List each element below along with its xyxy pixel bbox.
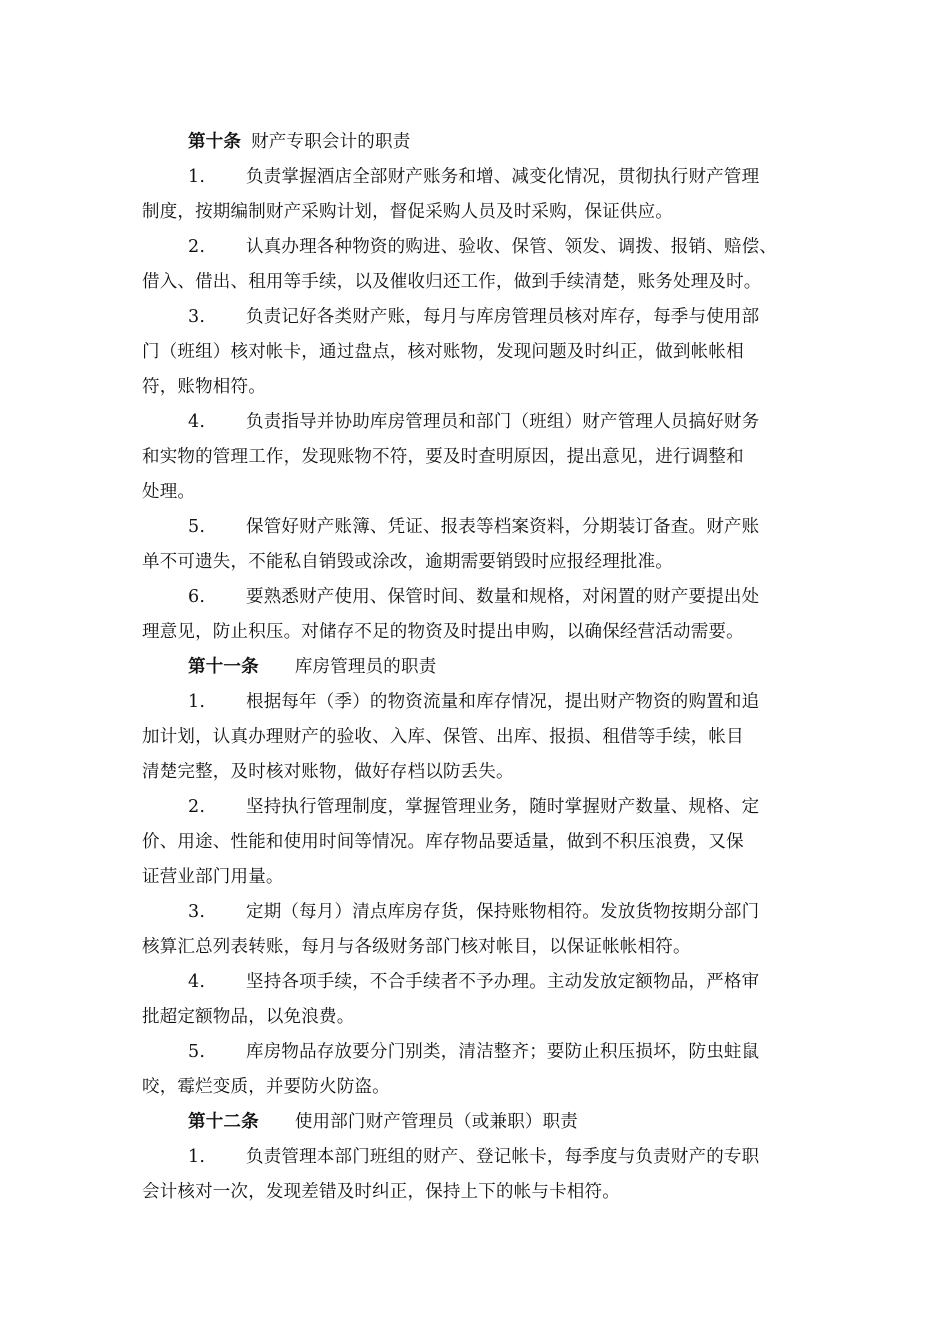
list-item-continuation-line <box>142 755 812 790</box>
list-item-continuation-line <box>142 1070 812 1105</box>
list-item-first-line <box>142 230 812 265</box>
list-item-continuation-line <box>142 440 812 475</box>
item-number: 6. <box>188 587 206 607</box>
list-item-first-line <box>142 1035 812 1070</box>
article-heading <box>142 125 812 160</box>
item-number: 4. <box>188 412 206 432</box>
item-text: 借入、借出、租用等手续，以及催收归还工作，做到手续清楚，账务处理及时。 <box>142 272 762 292</box>
item-text: 保管好财产账簿、凭证、报表等档案资料，分期装订备查。财产账 <box>246 517 760 537</box>
list-item-first-line <box>142 580 812 615</box>
list-item-continuation-line <box>142 475 812 510</box>
item-number: 1. <box>188 167 206 187</box>
item-text: 价、用途、性能和使用时间等情况。库存物品要适量，做到不积压浪费，又保 <box>142 832 744 852</box>
article-title: 财产专职会计的职责 <box>251 132 411 152</box>
list-item-first-line <box>142 685 812 720</box>
item-text: 批超定额物品，以免浪费。 <box>142 1007 355 1027</box>
document-body <box>142 125 812 1210</box>
item-text: 负责记好各类财产账，每月与库房管理员核对库存，每季与使用部 <box>246 307 760 327</box>
list-item-first-line <box>142 1140 812 1175</box>
item-text: 要熟悉财产使用、保管时间、数量和规格，对闲置的财产要提出处 <box>246 587 760 607</box>
item-text: 坚持各项手续，不合手续者不予办理。主动发放定额物品，严格审 <box>246 972 760 992</box>
item-text: 核算汇总列表转账，每月与各级财务部门核对帐目，以保证帐帐相符。 <box>142 937 691 957</box>
item-text: 负责掌握酒店全部财产账务和增、减变化情况，贯彻执行财产管理 <box>246 167 760 187</box>
list-item-continuation-line <box>142 930 812 965</box>
item-text: 制度，按期编制财产采购计划，督促采购人员及时采购，保证供应。 <box>142 202 673 222</box>
item-text: 定期（每月）清点库房存货，保持账物相符。发放货物按期分部门 <box>246 902 760 922</box>
item-text: 证营业部门用量。 <box>142 867 284 887</box>
list-item-first-line <box>142 510 812 545</box>
item-text: 根据每年（季）的物资流量和库存情况，提出财产物资的购置和追 <box>246 692 760 712</box>
item-text: 坚持执行管理制度，掌握管理业务，随时掌握财产数量、规格、定 <box>246 797 760 817</box>
item-text: 会计核对一次，发现差错及时纠正，保持上下的帐与卡相符。 <box>142 1182 620 1202</box>
list-item-continuation-line <box>142 825 812 860</box>
item-text: 咬，霉烂变质，并要防火防盗。 <box>142 1077 390 1097</box>
article-number: 第十条 <box>188 132 242 152</box>
item-text: 处理。 <box>142 482 196 502</box>
list-item-continuation-line <box>142 615 812 650</box>
item-text: 门（班组）核对帐卡，通过盘点，核对账物，发现问题及时纠正，做到帐帐相 <box>142 342 744 362</box>
item-number: 2. <box>188 237 206 257</box>
list-item-continuation-line <box>142 335 812 370</box>
item-text: 认真办理各种物资的购进、验收、保管、领发、调拨、报销、赔偿、 <box>246 237 777 257</box>
item-number: 3. <box>188 902 206 922</box>
item-text: 负责管理本部门班组的财产、登记帐卡，每季度与负责财产的专职 <box>246 1147 760 1167</box>
list-item-continuation-line <box>142 1000 812 1035</box>
item-number: 5. <box>188 517 206 537</box>
item-text: 库房物品存放要分门别类，清洁整齐；要防止积压损坏，防虫蛀鼠 <box>246 1042 760 1062</box>
list-item-first-line <box>142 160 812 195</box>
item-number: 2. <box>188 797 206 817</box>
item-number: 4. <box>188 972 206 992</box>
item-text: 加计划，认真办理财产的验收、入库、保管、出库、报损、租借等手续，帐目 <box>142 727 744 747</box>
list-item-first-line <box>142 300 812 335</box>
list-item-continuation-line <box>142 1175 812 1210</box>
item-text: 符，账物相符。 <box>142 377 266 397</box>
article-title: 库房管理员的职责 <box>294 657 437 677</box>
article-title: 使用部门财产管理员（或兼职）职责 <box>294 1112 579 1132</box>
list-item-first-line <box>142 790 812 825</box>
item-number: 1. <box>188 692 206 712</box>
item-number: 3. <box>188 307 206 327</box>
article-heading <box>142 650 812 685</box>
item-number: 5. <box>188 1042 206 1062</box>
list-item-first-line <box>142 405 812 440</box>
list-item-continuation-line <box>142 545 812 580</box>
list-item-continuation-line <box>142 370 812 405</box>
list-item-first-line <box>142 965 812 1000</box>
item-text: 负责指导并协助库房管理员和部门（班组）财产管理人员搞好财务 <box>246 412 760 432</box>
item-text: 清楚完整，及时核对账物，做好存档以防丢失。 <box>142 762 514 782</box>
item-text: 理意见，防止积压。对储存不足的物资及时提出申购，以确保经营活动需要。 <box>142 622 744 642</box>
item-number: 1. <box>188 1147 206 1167</box>
list-item-continuation-line <box>142 860 812 895</box>
list-item-continuation-line <box>142 265 812 300</box>
list-item-continuation-line <box>142 195 812 230</box>
list-item-first-line <box>142 895 812 930</box>
article-number: 第十一条 <box>188 657 259 677</box>
item-text: 单不可遗失，不能私自销毁或涂改，逾期需要销毁时应报经理批准。 <box>142 552 673 572</box>
article-heading <box>142 1105 812 1140</box>
article-number: 第十二条 <box>188 1112 259 1132</box>
item-text: 和实物的管理工作，发现账物不符，要及时查明原因，提出意见，进行调整和 <box>142 447 744 467</box>
list-item-continuation-line <box>142 720 812 755</box>
